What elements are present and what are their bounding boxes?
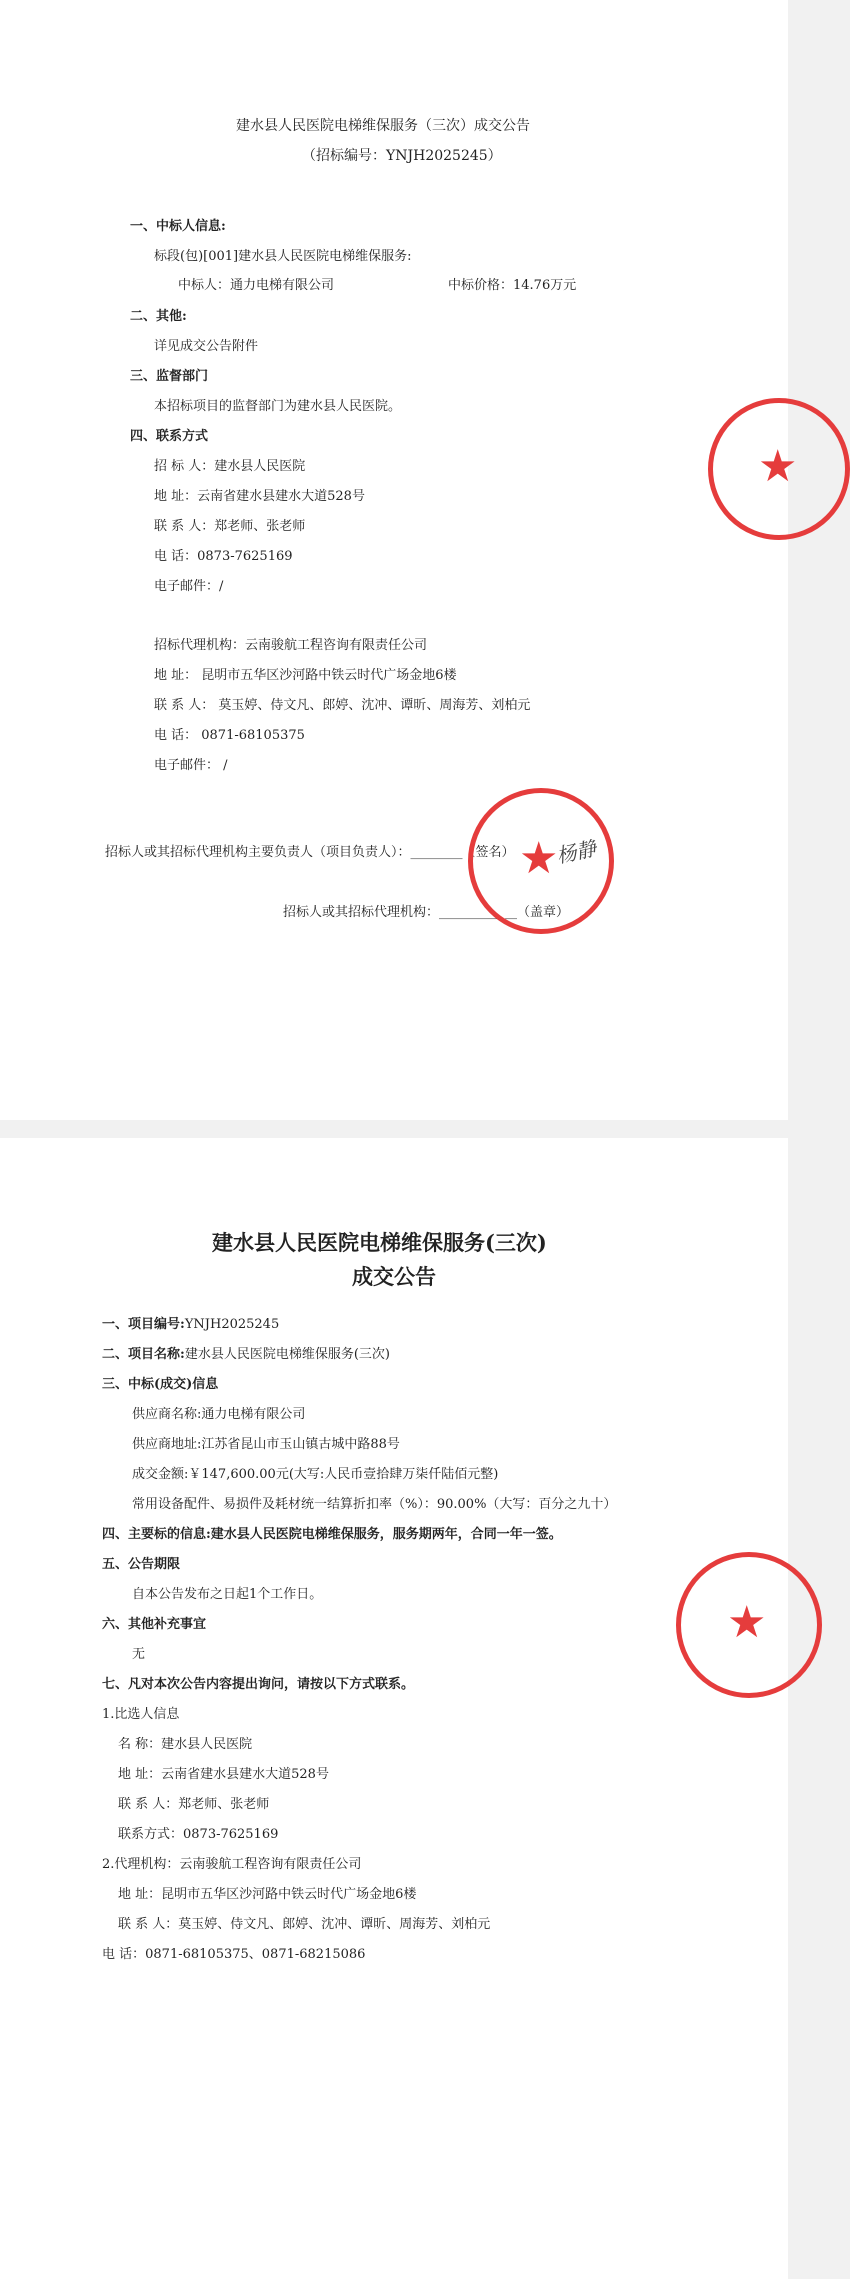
agency-email: 电子邮件： / (154, 758, 228, 773)
project-number-row (102, 1316, 279, 1334)
deal-amount: 成交金额:￥147,600.00元(大写:人民币壹拾肆万柒仟陆佰元整) (132, 1467, 499, 1482)
project-name-row (102, 1346, 390, 1364)
section-text: 本招标项目的监督部门为建水县人民医院。 (154, 399, 402, 414)
agency-seal-stamp: ★ (468, 788, 614, 934)
main-subject-info: 四、主要标的信息:建水县人民医院电梯维保服务，服务期两年，合同一年一签。 (102, 1527, 562, 1542)
supplementary-text: 无 (132, 1647, 146, 1662)
project-name-value: 建水县人民医院电梯维保服务(三次) (184, 1347, 390, 1362)
supplier-name: 供应商名称:通力电梯有限公司 (132, 1407, 306, 1422)
tenderer-email: 电子邮件：/ (154, 579, 224, 594)
section-heading: 三、监督部门 (130, 369, 209, 384)
document-page-1 (0, 0, 798, 1120)
agency-seal-stamp: ★ (676, 1552, 822, 1698)
document-page-2 (0, 1138, 788, 2279)
handwritten-signature: 杨静 (554, 836, 599, 868)
section-heading: 四、联系方式 (130, 429, 209, 444)
section-heading: 五、公告期限 (102, 1557, 181, 1572)
buyer-address: 地 址：云南省建水县建水大道528号 (118, 1767, 329, 1782)
page2-title-line1: 建水县人民医院电梯维保服务(三次) (212, 1230, 547, 1255)
winner-price: 中标价格：14.76万元 (448, 278, 577, 293)
section-heading: 六、其他补充事宜 (102, 1617, 207, 1632)
agency-heading: 2.代理机构：云南骏航工程咨询有限责任公司 (102, 1857, 362, 1872)
tenderer-address: 地 址：云南省建水县建水大道528号 (154, 489, 365, 504)
section-heading: 二、其他: (130, 309, 187, 324)
page2-title-line2: 成交公告 (352, 1264, 436, 1289)
project-number-label: 一、项目编号: (102, 1317, 185, 1332)
hospital-seal-stamp: ★ (708, 398, 850, 540)
tenderer-name: 招 标 人：建水县人民医院 (154, 459, 306, 474)
section-heading: 七、凡对本次公告内容提出询问，请按以下方式联系。 (102, 1677, 415, 1692)
agency-address: 地 址：昆明市五华区沙河路中铁云时代广场金地6楼 (118, 1887, 417, 1902)
page1-tender-number: （招标编号：YNJH2025245） (302, 148, 502, 164)
section-heading: 三、中标(成交)信息 (102, 1377, 219, 1392)
lot-info: 标段(包)[001]建水县人民医院电梯维保服务: (154, 249, 412, 264)
discount-rate: 常用设备配件、易损件及耗材统一结算折扣率（%）：90.00%（大写：百分之九十） (132, 1497, 617, 1512)
section-heading: 一、中标人信息: (130, 219, 226, 234)
tenderer-contact: 联 系 人：郑老师、张老师 (154, 519, 306, 534)
tenderer-phone: 电 话：0873-7625169 (154, 549, 293, 564)
agency-phone: 电 话： 0871-68105375 (154, 728, 305, 743)
signature-line: 招标人或其招标代理机构主要负责人（项目负责人）：________（签名） (105, 845, 515, 860)
section-text: 详见成交公告附件 (154, 339, 259, 354)
seal-line: 招标人或其招标代理机构：____________（盖章） (283, 905, 570, 920)
project-name-label: 二、项目名称: (102, 1347, 185, 1362)
agency-name: 招标代理机构：云南骏航工程咨询有限责任公司 (154, 638, 428, 653)
supplier-address: 供应商地址:江苏省昆山市玉山镇古城中路88号 (132, 1437, 400, 1452)
winner-name: 中标人：通力电梯有限公司 (178, 278, 335, 293)
buyer-contact: 联 系 人：郑老师、张老师 (118, 1797, 270, 1812)
contact-group-heading: 1.比选人信息 (102, 1707, 180, 1722)
agency-phone: 电 话：0871-68105375、0871-68215086 (102, 1947, 366, 1962)
agency-contact: 联 系 人： 莫玉婷、侍文凡、郎婷、沈冲、谭昕、周海芳、刘柏元 (154, 698, 531, 713)
agency-address: 地 址： 昆明市五华区沙河路中铁云时代广场金地6楼 (154, 668, 457, 683)
agency-contact: 联 系 人：莫玉婷、侍文凡、郎婷、沈冲、谭昕、周海芳、刘柏元 (118, 1917, 491, 1932)
announcement-period: 自本公告发布之日起1个工作日。 (132, 1587, 323, 1602)
buyer-phone: 联系方式：0873-7625169 (118, 1827, 279, 1842)
project-number-value: YNJH2025245 (184, 1317, 280, 1332)
buyer-name: 名 称：建水县人民医院 (118, 1737, 253, 1752)
page1-title: 建水县人民医院电梯维保服务（三次）成交公告 (236, 118, 530, 134)
